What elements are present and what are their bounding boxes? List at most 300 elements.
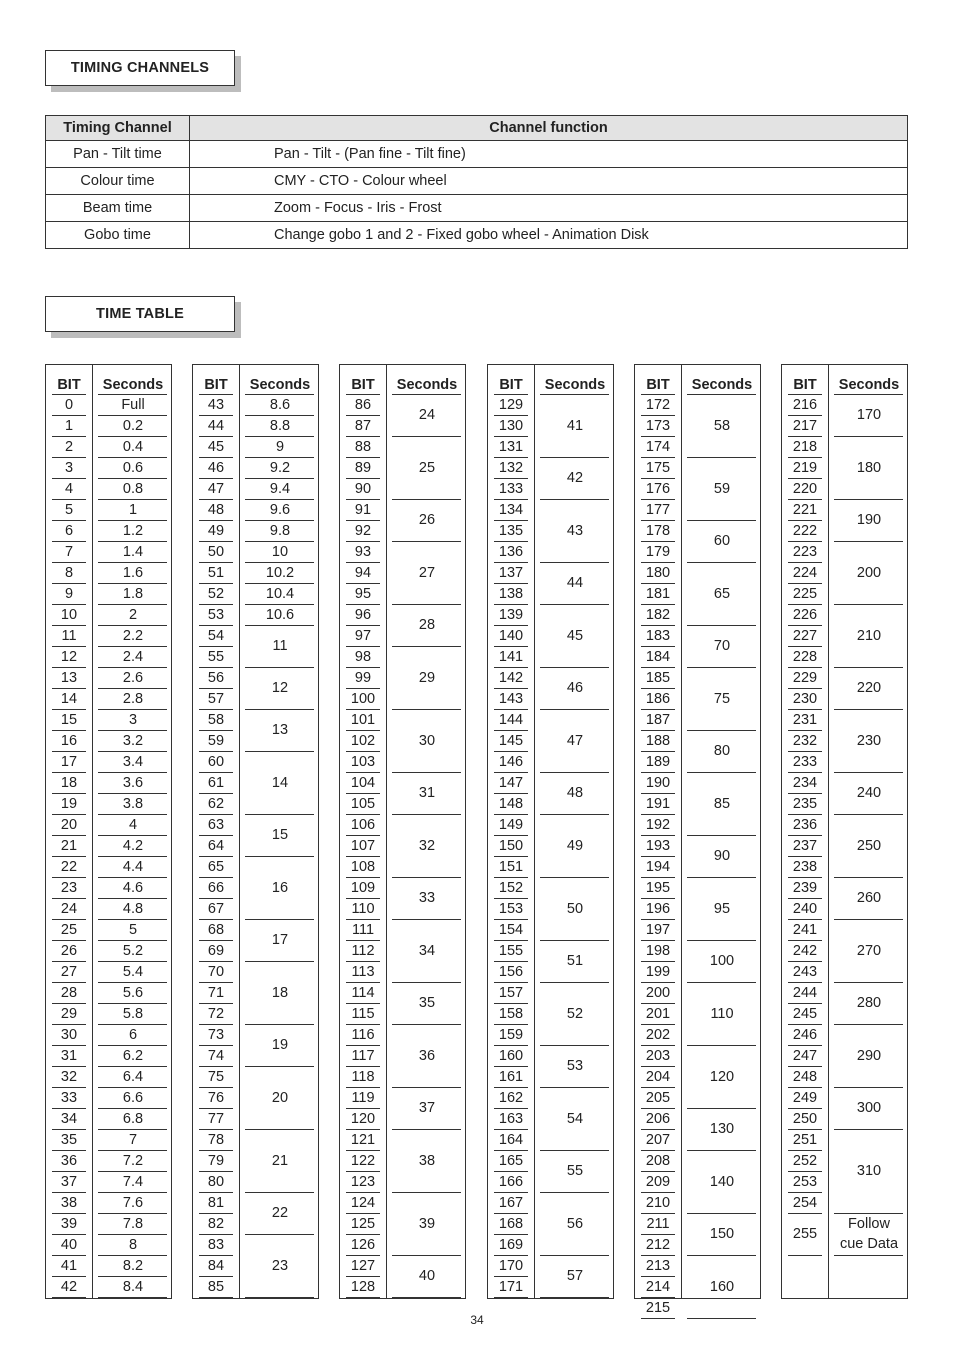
- seconds-cell: 20: [271, 1089, 289, 1106]
- row-rule: [788, 1255, 822, 1256]
- bit-cell: 240: [792, 900, 818, 917]
- time-table-column: [192, 364, 319, 1299]
- seconds-cell: 34: [418, 942, 436, 959]
- seconds-cell: 8.2: [122, 1257, 144, 1274]
- bit-cell: 251: [792, 1131, 818, 1148]
- bit-cell: 124: [350, 1194, 376, 1211]
- bit-cell: 172: [645, 396, 671, 413]
- seconds-cell: 9.6: [269, 501, 291, 518]
- bit-cell: 184: [645, 648, 671, 665]
- row-rule: [392, 1297, 461, 1298]
- bit-cell: 29: [60, 1005, 78, 1022]
- seconds-cell: 90: [713, 848, 731, 864]
- seconds-cell: 190: [856, 512, 882, 528]
- bit-cell: 9: [64, 585, 74, 602]
- bit-cell: 65: [207, 858, 225, 875]
- seconds-cell: 60: [713, 533, 731, 549]
- bit-cell: 33: [60, 1089, 78, 1106]
- seconds-cell: 7.6: [122, 1194, 144, 1211]
- bit-cell: 154: [498, 921, 524, 938]
- seconds-cell: 26: [418, 512, 436, 528]
- bit-cell: 84: [207, 1257, 225, 1274]
- bit-cell: 190: [645, 774, 671, 791]
- bit-cell: 121: [350, 1131, 376, 1148]
- bit-cell: 241: [792, 921, 818, 938]
- bit-cell: 122: [350, 1152, 376, 1169]
- bit-cell: 159: [498, 1026, 524, 1043]
- bit-cell: 238: [792, 858, 818, 875]
- bit-cell: 173: [645, 417, 671, 434]
- bit-cell: 182: [645, 606, 671, 623]
- bit-cell: 201: [645, 1005, 671, 1022]
- bit-cell: 199: [645, 963, 671, 980]
- seconds-header: Seconds: [396, 377, 458, 393]
- seconds-cell: 1.2: [122, 522, 144, 539]
- bit-cell: 41: [60, 1257, 78, 1274]
- bit-cell: 34: [60, 1110, 78, 1127]
- time-table-heading: [45, 296, 235, 332]
- seconds-cell: 30: [418, 732, 436, 749]
- time-table-title: TIME TABLE: [96, 306, 184, 322]
- bit-cell: 2: [64, 438, 74, 455]
- seconds-cell: 85: [713, 795, 731, 812]
- bit-cell: 150: [498, 837, 524, 854]
- bit-cell: 236: [792, 816, 818, 833]
- bit-cell: 112: [351, 942, 375, 959]
- bit-cell: 118: [351, 1068, 375, 1085]
- bit-cell: 64: [207, 837, 225, 854]
- bit-cell: 151: [498, 858, 524, 875]
- seconds-cell: 16: [271, 879, 289, 896]
- bit-cell: 230: [792, 690, 818, 707]
- seconds-cell: 5.2: [122, 942, 144, 959]
- seconds-cell: 55: [566, 1163, 584, 1179]
- seconds-cell: 17: [271, 932, 289, 948]
- seconds-cell: 4.6: [122, 879, 144, 896]
- bit-cell: 23: [60, 879, 78, 896]
- seconds-cell: 41: [566, 417, 584, 434]
- seconds-cell: 9.8: [269, 522, 291, 539]
- time-table-column: [487, 364, 614, 1299]
- row-rule: [834, 1255, 903, 1256]
- bit-cell: 83: [207, 1236, 225, 1253]
- bit-cell: 21: [60, 837, 78, 854]
- bit-cell: 89: [354, 459, 372, 476]
- bit-cell: 77: [207, 1110, 225, 1127]
- seconds-cell: 13: [271, 722, 289, 738]
- channel-function-cell: CMY - CTO - Colour wheel: [190, 168, 908, 195]
- bit-cell: 215: [645, 1299, 671, 1316]
- bit-cell: 90: [354, 480, 372, 497]
- timing-channels-heading: [45, 50, 235, 86]
- bit-cell: 221: [792, 501, 818, 518]
- bit-cell: 228: [792, 648, 818, 665]
- seconds-cell: 54: [566, 1110, 584, 1127]
- bit-cell: 7: [64, 543, 74, 560]
- seconds-cell: 5: [128, 921, 138, 938]
- seconds-cell: 9: [275, 438, 285, 455]
- bit-header: BIT: [793, 377, 817, 393]
- bit-cell: 249: [792, 1089, 818, 1106]
- bit-cell: 189: [645, 753, 671, 770]
- bit-cell: 216: [792, 396, 818, 413]
- bit-cell: 54: [207, 627, 225, 644]
- bit-cell: 25: [60, 921, 78, 938]
- seconds-cell: 56: [566, 1215, 584, 1232]
- seconds-cell: 10: [271, 543, 289, 560]
- row-rule: [494, 1297, 528, 1298]
- seconds-cell: 8.8: [269, 417, 291, 434]
- bit-cell: 149: [498, 816, 524, 833]
- bit-cell: 43: [207, 396, 225, 413]
- bit-cell: 177: [645, 501, 671, 518]
- bit-cell: 39: [60, 1215, 78, 1232]
- seconds-cell: 0.8: [122, 480, 144, 497]
- bit-cell: 105: [350, 795, 376, 812]
- bit-cell: 145: [498, 732, 524, 749]
- bit-cell: 218: [792, 438, 818, 455]
- seconds-cell: 0.2: [122, 417, 144, 434]
- seconds-cell: 2.2: [122, 627, 144, 644]
- seconds-cell: 70: [713, 638, 731, 654]
- time-table-column: [781, 364, 908, 1299]
- bit-cell: 169: [498, 1236, 524, 1253]
- bit-cell: 80: [207, 1173, 225, 1190]
- bit-cell: 195: [645, 879, 671, 896]
- bit-cell: 245: [792, 1005, 818, 1022]
- bit-header: BIT: [646, 377, 670, 393]
- bit-cell: 166: [498, 1173, 524, 1190]
- seconds-cell: 6: [128, 1026, 138, 1043]
- seconds-cell: 1.4: [122, 543, 144, 560]
- seconds-header: Seconds: [102, 377, 164, 393]
- bit-cell: 208: [645, 1152, 671, 1169]
- bit-cell: 70: [207, 963, 225, 980]
- seconds-cell: 29: [418, 669, 436, 686]
- bit-cell: 55: [207, 648, 225, 665]
- seconds-cell: 43: [566, 522, 584, 539]
- seconds-cell: 3: [128, 711, 138, 728]
- bit-cell: 71: [207, 984, 225, 1001]
- bit-cell: 85: [207, 1278, 225, 1295]
- seconds-cell: 49: [566, 837, 584, 854]
- bit-cell: 68: [207, 921, 225, 938]
- bit-cell: 163: [498, 1110, 524, 1127]
- bit-cell: 42: [60, 1278, 78, 1295]
- bit-cell: 27: [60, 963, 78, 980]
- bit-cell: 170: [498, 1257, 524, 1274]
- bit-cell: 252: [792, 1152, 818, 1169]
- seconds-cell: 11: [272, 638, 288, 654]
- seconds-cell: 5.4: [122, 963, 144, 980]
- bit-cell: 115: [351, 1005, 375, 1022]
- bit-cell: 198: [645, 942, 671, 959]
- seconds-cell: 1.8: [122, 585, 144, 602]
- bit-cell: 129: [498, 396, 524, 413]
- bit-cell: 113: [351, 963, 375, 980]
- bit-cell: 8: [64, 564, 74, 581]
- bit-cell: 51: [207, 564, 225, 581]
- bit-cell: 47: [207, 480, 225, 497]
- bit-cell: 234: [792, 774, 818, 791]
- seconds-cell: 200: [856, 564, 882, 581]
- bit-cell: 156: [498, 963, 524, 980]
- bit-cell: 214: [645, 1278, 671, 1295]
- bit-cell: 97: [354, 627, 372, 644]
- seconds-cell: 50: [566, 900, 584, 917]
- bit-cell: 224: [792, 564, 818, 581]
- bit-cell: 247: [792, 1047, 818, 1064]
- timing-channel-cell: Pan - Tilt time: [46, 141, 190, 168]
- seconds-cell: 25: [418, 459, 436, 476]
- bit-cell: 58: [207, 711, 225, 728]
- bit-cell: 128: [350, 1278, 376, 1295]
- channel-function-cell: Change gobo 1 and 2 - Fixed gobo wheel - Animation Disk: [190, 222, 908, 249]
- bit-cell: 100: [350, 690, 376, 707]
- bit-cell: 144: [498, 711, 524, 728]
- seconds-cell: 36: [418, 1047, 436, 1064]
- bit-cell: 109: [350, 879, 376, 896]
- seconds-cell: 24: [418, 407, 436, 423]
- bit-cell: 49: [207, 522, 225, 539]
- seconds-cell: 7.4: [122, 1173, 144, 1190]
- bit-cell: 73: [207, 1026, 225, 1043]
- bit-cell: 17: [60, 753, 78, 770]
- bit-cell: 40: [60, 1236, 78, 1253]
- bit-cell: 186: [645, 690, 671, 707]
- timing-channel-cell: Beam time: [46, 195, 190, 222]
- bit-cell: 220: [792, 480, 818, 497]
- bit-cell: 44: [207, 417, 225, 434]
- bit-cell: 225: [792, 585, 818, 602]
- bit-cell: 205: [645, 1089, 671, 1106]
- seconds-cell: 95: [713, 900, 731, 917]
- bit-cell: 74: [207, 1047, 225, 1064]
- bit-cell: 217: [792, 417, 818, 434]
- seconds-cell: 52: [566, 1005, 584, 1022]
- bit-cell: 117: [351, 1047, 375, 1064]
- seconds-cell: 160: [709, 1278, 735, 1295]
- seconds-cell: 3.8: [122, 795, 144, 812]
- bit-cell: 143: [498, 690, 524, 707]
- bit-cell: 137: [498, 564, 524, 581]
- bit-cell: 157: [498, 984, 524, 1001]
- bit-cell: 233: [792, 753, 818, 770]
- bit-cell: 15: [60, 711, 78, 728]
- seconds-cell: 220: [856, 680, 882, 696]
- bit-cell: 209: [645, 1173, 671, 1190]
- bit-cell: 162: [498, 1089, 524, 1106]
- bit-cell: 134: [498, 501, 524, 518]
- bit-cell: 18: [60, 774, 78, 791]
- seconds-cell: 170: [856, 407, 882, 423]
- bit-cell: 114: [351, 984, 375, 1001]
- bit-cell: 185: [645, 669, 671, 686]
- bit-cell: 57: [207, 690, 225, 707]
- seconds-cell: 51: [566, 953, 584, 969]
- bit-cell: 202: [645, 1026, 671, 1043]
- bit-cell: 96: [354, 606, 372, 623]
- bit-cell: 1: [64, 417, 74, 434]
- bit-header: BIT: [351, 377, 375, 393]
- seconds-cell: 240: [856, 785, 882, 801]
- seconds-cell: 58: [713, 417, 731, 434]
- seconds-cell: 4.4: [122, 858, 144, 875]
- bit-cell: 126: [350, 1236, 376, 1253]
- channel-function-cell: Pan - Tilt - (Pan fine - Tilt fine): [190, 141, 908, 168]
- row-rule: [98, 1297, 167, 1298]
- seconds-cell: 110: [710, 1005, 734, 1022]
- bit-cell: 32: [60, 1068, 78, 1085]
- seconds-cell: 8: [128, 1236, 138, 1253]
- bit-cell: 167: [498, 1194, 524, 1211]
- bit-cell: 142: [498, 669, 524, 686]
- bit-cell: 219: [792, 459, 818, 476]
- seconds-cell: 46: [566, 680, 584, 696]
- bit-cell: 125: [350, 1215, 376, 1232]
- seconds-cell: 18: [271, 984, 289, 1001]
- bit-cell: 250: [792, 1110, 818, 1127]
- timing-channels-title: TIMING CHANNELS: [70, 60, 210, 76]
- seconds-cell: 6.2: [122, 1047, 144, 1064]
- seconds-cell: 2.6: [122, 669, 144, 686]
- bit-cell: 232: [792, 732, 818, 749]
- bit-cell: 13: [60, 669, 78, 686]
- bit-cell: 131: [498, 438, 524, 455]
- bit-cell: 56: [207, 669, 225, 686]
- seconds-cell: 9.4: [269, 480, 291, 497]
- seconds-cell: 0.4: [122, 438, 144, 455]
- seconds-cell: 3.4: [122, 753, 144, 770]
- bit-cell: 45: [207, 438, 225, 455]
- bit-cell: 141: [498, 648, 524, 665]
- bit-cell: 31: [60, 1047, 78, 1064]
- seconds-cell: 38: [418, 1152, 436, 1169]
- bit-cell: 164: [498, 1131, 524, 1148]
- bit-cell: 178: [645, 522, 671, 539]
- header-channel-function: Channel function: [190, 116, 908, 141]
- bit-cell: 181: [645, 585, 671, 602]
- bit-cell: 194: [645, 858, 671, 875]
- bit-cell: 226: [792, 606, 818, 623]
- bit-cell: 242: [792, 942, 818, 959]
- seconds-cell: 0.6: [122, 459, 144, 476]
- bit-cell: 136: [498, 543, 524, 560]
- bit-header: BIT: [57, 377, 81, 393]
- bit-cell: 237: [792, 837, 818, 854]
- bit-cell: 153: [498, 900, 524, 917]
- bit-cell: 94: [354, 564, 372, 581]
- bit-cell: 110: [351, 900, 375, 917]
- bit-cell: 12: [60, 648, 78, 665]
- seconds-cell: 7: [128, 1131, 138, 1148]
- bit-cell: 81: [207, 1194, 225, 1211]
- seconds-cell: 6.4: [122, 1068, 144, 1085]
- bit-cell: 187: [645, 711, 671, 728]
- seconds-cell: 6.6: [122, 1089, 144, 1106]
- seconds-cell: 3.6: [122, 774, 144, 791]
- bit-cell: 107: [350, 837, 376, 854]
- bit-cell: 140: [498, 627, 524, 644]
- bit-cell: 139: [498, 606, 524, 623]
- seconds-cell: 31: [418, 785, 436, 801]
- bit-cell: 106: [350, 816, 376, 833]
- bit-cell: 104: [350, 774, 376, 791]
- seconds-cell: 180: [856, 459, 882, 476]
- seconds-cell: 59: [713, 480, 731, 497]
- bit-cell: 20: [60, 816, 78, 833]
- table-row: [46, 222, 908, 249]
- seconds-cell: 37: [418, 1100, 436, 1116]
- bit-cell: 69: [207, 942, 225, 959]
- bit-cell: 108: [350, 858, 376, 875]
- seconds-cell: 250: [856, 837, 882, 854]
- bit-cell: 254: [792, 1194, 818, 1211]
- bit-cell: 132: [498, 459, 524, 476]
- bit-cell: 103: [350, 753, 376, 770]
- bit-cell: 231: [792, 711, 818, 728]
- seconds-cell: 10.6: [265, 606, 295, 623]
- bit-cell: 14: [60, 690, 78, 707]
- bit-cell: 116: [351, 1026, 375, 1043]
- bit-cell: 3: [64, 459, 74, 476]
- bit-cell: 75: [207, 1068, 225, 1085]
- bit-cell: 35: [60, 1131, 78, 1148]
- bit-cell: 11: [61, 627, 77, 644]
- bit-cell: 26: [60, 942, 78, 959]
- bit-cell: 53: [207, 606, 225, 623]
- seconds-cell: 45: [566, 627, 584, 644]
- seconds-cell: 8.6: [269, 396, 291, 413]
- bit-cell: 60: [207, 753, 225, 770]
- seconds-cell: 2: [128, 606, 138, 623]
- seconds-cell: 7.2: [122, 1152, 144, 1169]
- bit-cell: 244: [792, 984, 818, 1001]
- bit-cell: 196: [645, 900, 671, 917]
- bit-cell: 138: [498, 585, 524, 602]
- bit-cell: 127: [350, 1257, 376, 1274]
- bit-cell: 197: [645, 921, 671, 938]
- bit-cell: 48: [207, 501, 225, 518]
- timing-channel-cell: Gobo time: [46, 222, 190, 249]
- bit-cell: 16: [60, 732, 78, 749]
- bit-cell: 174: [645, 438, 671, 455]
- seconds-header: Seconds: [691, 377, 753, 393]
- bit-cell: 79: [207, 1152, 225, 1169]
- time-table-column: [45, 364, 172, 1299]
- seconds-cell: 80: [713, 743, 731, 759]
- row-rule: [199, 1297, 233, 1298]
- bit-cell: 37: [60, 1173, 78, 1190]
- seconds-cell: 47: [566, 732, 584, 749]
- bit-cell: 22: [60, 858, 78, 875]
- bit-cell: 99: [354, 669, 372, 686]
- bit-cell: 206: [645, 1110, 671, 1127]
- seconds-cell: 33: [418, 890, 436, 906]
- bit-cell: 5: [64, 501, 74, 518]
- bit-cell: 101: [350, 711, 376, 728]
- bit-cell: 36: [60, 1152, 78, 1169]
- seconds-cell: 15: [271, 827, 289, 843]
- seconds-cell: 5.8: [122, 1005, 144, 1022]
- table-row: [46, 141, 908, 168]
- seconds-cell: 290: [856, 1047, 882, 1064]
- seconds-cell: 230: [856, 732, 882, 749]
- seconds-cell: 8.4: [122, 1278, 144, 1295]
- row-rule: [52, 1297, 86, 1298]
- timing-channel-cell: Colour time: [46, 168, 190, 195]
- bit-cell: 76: [207, 1089, 225, 1106]
